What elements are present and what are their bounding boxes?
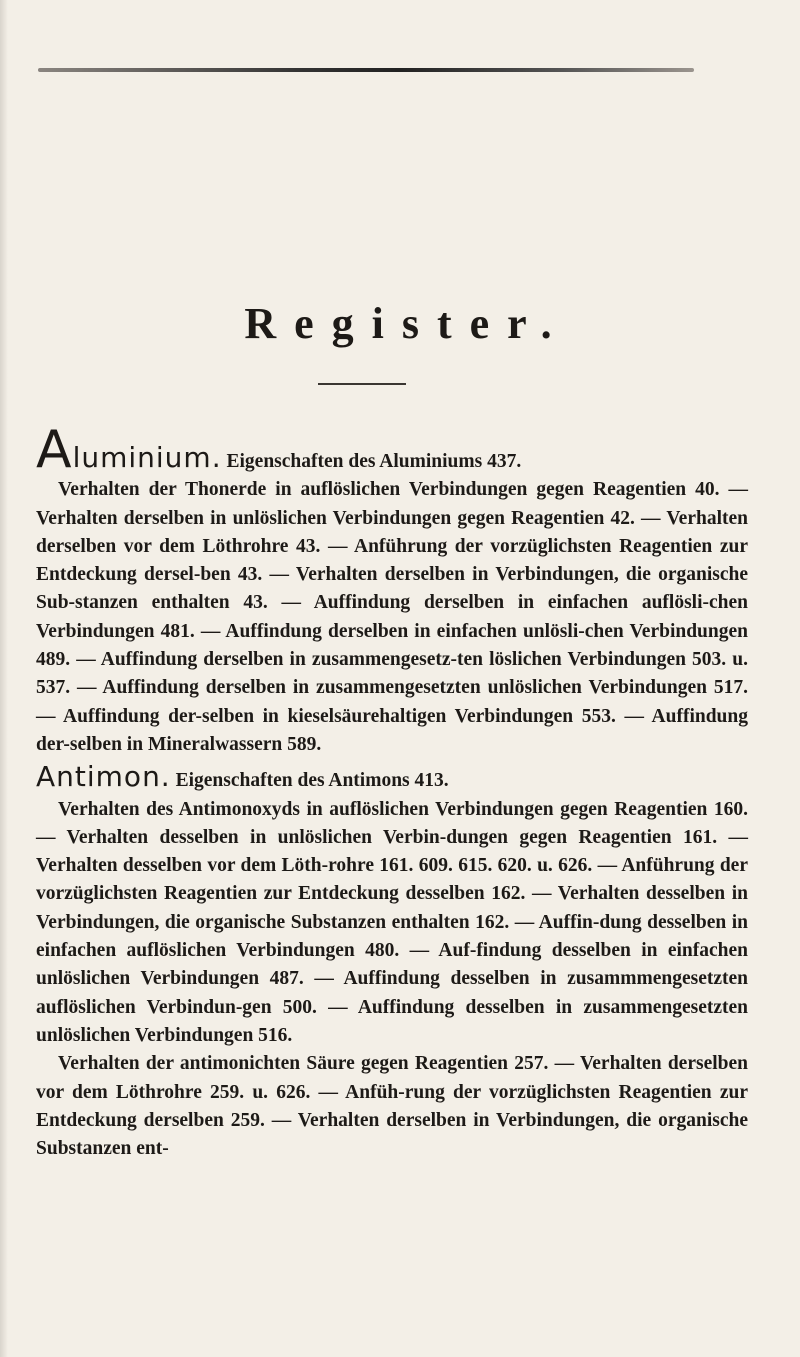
entry-intro: Eigenschaften des Antimons 413. [175, 770, 449, 792]
entry-first-line [36, 760, 748, 795]
headword [36, 760, 171, 793]
register-entries [36, 420, 748, 1163]
title-rule [318, 383, 406, 385]
page-edge-shadow [0, 0, 8, 1357]
headword-rest: Antimon. [36, 760, 171, 794]
top-rule [38, 68, 694, 72]
drop-initial: A [36, 420, 73, 480]
entry-antimon [36, 760, 748, 1163]
headword [36, 420, 222, 480]
entry-intro: Eigenschaften des Aluminiums 437. [226, 451, 522, 472]
headword-rest: luminium. [72, 441, 222, 474]
entry-paragraph: Verhalten der Thonerde in auflöslichen Verbindungen gegen Reagentien 40. — Verhalten derselben in unlöslichen Verbindungen gegen Reagentien 42. — Verhalten derselben vor dem Löthrohre 43. — Anführung der vorzüglichsten Reagentien zur Entdeckung dersel-ben 43. — Verhalten derselben in Verbindungen, die organische Sub-stanzen enthalten 43. — Auffindung derselben in einfachen auflösli-chen Verbindungen 481. — Auffindung derselben in einfachen unlösli-chen Verbindungen 489. — Auffindung derselben in zusammengesetz-ten löslichen Verbindungen 503. u. 537. — Auffindung derselben in zusammengesetzten unlöslichen Verbindungen 517. — Auffindung der-selben in kieselsäurehaltigen Verbindungen 553. — Auffindung der-selben in Mineralwassern 589. [36, 479, 748, 755]
entry-paragraph: Verhalten der antimonichten Säure gegen Reagentien 257. — Verhalten derselben vor dem Löthrohre 259. u. 626. — Anfüh-rung der vorzüglichsten Reagentien zur Entdeckung derselben 259. — Verhalten derselben in Verbindungen, die organische Substanzen ent- [36, 1053, 748, 1160]
entry-paragraph: Verhalten des Antimonoxyds in auflöslichen Verbindungen gegen Reagentien 160. — Verhalten desselben in unlöslichen Verbin-dungen gegen Reagentien 161. — Verhalten desselben vor dem Löth-rohre 161. 609. 615. 620. u. 626. — Anführung der vorzüglichsten Reagentien zur Entdeckung desselben 162. — Verhalten desselben in Verbindungen, die organische Substanzen enthalten 162. — Auffin-dung desselben in einfachen auflöslichen Verbindungen 480. — Auf-findung desselben in einfachen unlöslichen Verbindungen 487. — Auffindung desselben in zusammmengesetzten auflöslichen Verbindun-gen 500. — Auffindung desselben in zusammengesetzten unlöslichen Verbindungen 516. [36, 798, 748, 1046]
page-title: Register. [244, 299, 570, 348]
entry-first-line [36, 420, 748, 480]
entry-aluminium [36, 420, 748, 759]
